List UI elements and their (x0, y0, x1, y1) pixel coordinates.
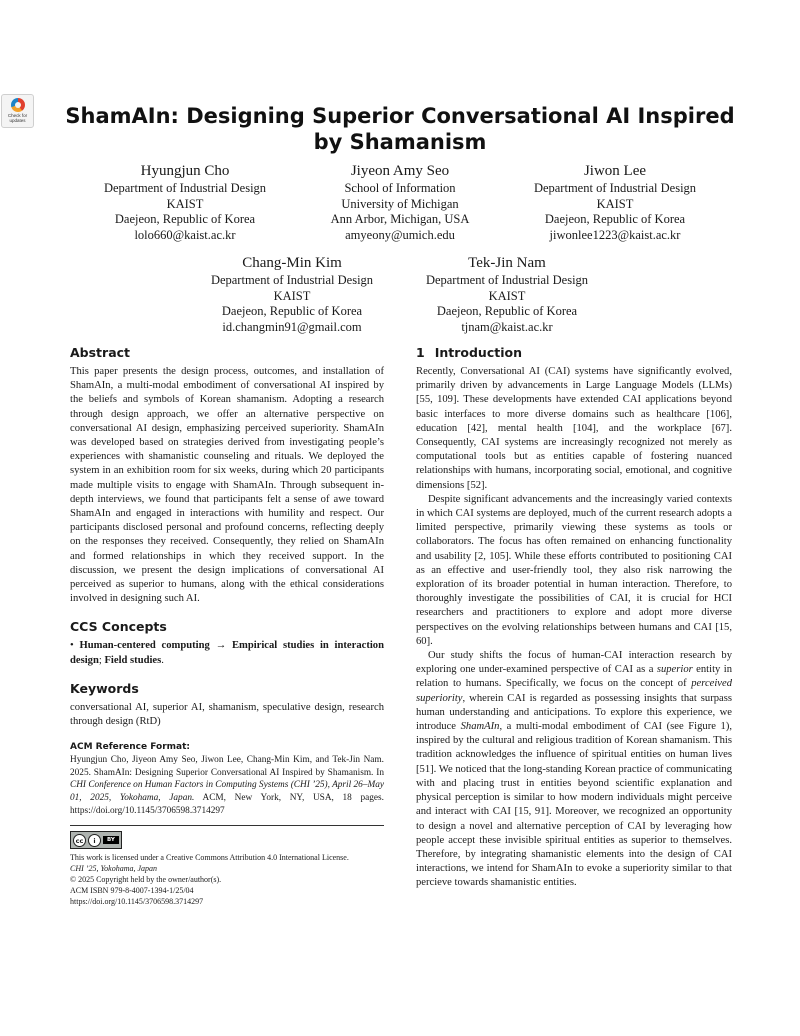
author-institution: KAIST (273, 288, 311, 303)
attribution-icon: i (88, 834, 101, 847)
reference-authors: Hyungjun Cho, Jiyeon Amy Seo, Jiwon Lee, Chang-Min Kim, and Tek-Jin Nam. 2025. ShamAIn: Designing Superior Conversational AI Inspired by Shamanism. In (70, 755, 384, 778)
author-block (387, 254, 627, 335)
author-location: Daejeon, Republic of Korea (221, 304, 363, 318)
ccs-term: Human-centered computing (79, 640, 210, 652)
cc-by-badge[interactable] (70, 831, 122, 849)
ccs-arrow: → (215, 640, 227, 652)
author-affiliation: Department of Industrial Design (533, 181, 697, 195)
abstract-text: This paper presents the design process, outcomes, and installation of ShamAIn, a multi-modal embodiment of conversational AI inspired by the beliefs and symbols of Korean shamanism. Adopting a research through design approach, we offer an alternative perspective on conversational AI design, emphasizing perceived superiority. ShamAIn was developed based on strategies derived from investigating people’s experiences with shamanistic counseling and rituals. We deployed the system in an exhibition room for six weeks, during which 20 participants made multiple visits to engage with ShamAIn. Through subsequent in-depth interviews, we found that participants felt a sense of awe toward ShamAIn and engaged in interactions with humility and respect. Our participants disclosed personal and profound concerns, reflecting deeply on the responses they received. Consequently, they relied on ShamAIn and formed relationships in which they received support. In the discussion, we present the design implications of conversational AI perceived as superior to humans, along with the ethical considerations involved in designing such AI. (70, 366, 384, 605)
conference-line: CHI ’25, Yokohama, Japan (70, 864, 158, 874)
reference-venue: CHI Conference on Human Factors in Computing Systems (CHI ’25), April 26–May 01, 2025, Yokohama, Japan. (70, 780, 384, 804)
keywords-text: conversational AI, superior AI, shamanism, speculative design, research through design (RtD) (70, 701, 384, 728)
intro-paragraph-1: Recently, Conversational AI (CAI) systems have significantly evolved, primarily driven by advancements in Large Language Models (LLMs) [55, 109]. These developments have extended CAI applications beyond basic interfaces to more diverse domains such as healthcare [106], education [42], mental health [104], and the workplace [67]. Consequently, CAI systems are increasingly recognized not merely as computational tools but as entities capable of fostering nuanced relationships with humans, incorporating social, emotional, and cognitive dimensions [52]. (416, 366, 732, 491)
abstract-heading: Abstract (70, 345, 131, 360)
check-for-updates-badge[interactable] (1, 94, 34, 128)
text-run: Our study shifts the focus of human-CAI interaction research by exploring one under-examined perspective of CAI as a (416, 650, 732, 676)
ccs-heading: CCS Concepts (70, 619, 167, 635)
intro-paragraph-2: Despite significant advancements and the increasingly varied contexts in which CAI systems are deployed, much of the current research adopts a limited perspective, primarily viewing these systems as tools or collaborators. The focus has often remained on enhancing functionality and usability [2, 105]. While these efforts contributed to positioning CAI as an effective and user-friendly tool, they also risk narrowing the exploration of its broader potential in human interaction. Therefore, to thoroughly investigate the possibilities of CAI, it is crucial for HCI researchers and practitioners to explore and adopt more diverse perspectives on the evolving relationships between humans and CAI [15, 60]. (416, 493, 732, 647)
cc-icon: cc (73, 834, 86, 847)
text-run: entity in relation to humans. Specifically, we focus on the concept of (416, 664, 732, 690)
license-statement: This work is licensed under a Creative Commons Attribution 4.0 International License. (70, 853, 349, 863)
author-location: Ann Arbor, Michigan, USA (330, 212, 470, 226)
introduction-heading (416, 344, 732, 361)
text-run: , a multi-modal embodiment of CAI (see Figure 1), inspired by the cultural and religious tradition of Korean shamanism. This tradition acknowledges the influence of spiritual entities on human lives [51]. We noticed that the long-standing Korean practice of communicating with and placing trust in entities beyond scientific explanation and physical perception is similar to how modern individuals might perceive and interact with CAI [15, 91]. Moreover, we recognized an opportunity to design a novel and alternative perception of CAI by leveraging how people accept these invisible spiritual entities as superior to themselves. Therefore, by integrating shamanistic elements into the design of CAI interactions, we intend for ShamAIn to evoke a superiority similar to that percieve towards shamanistic entities. (416, 721, 732, 889)
ccs-concepts (70, 639, 384, 667)
author-affiliation: Department of Industrial Design (425, 273, 589, 287)
author-institution: University of Michigan (341, 196, 459, 211)
left-column (70, 344, 384, 907)
copyright-line: © 2025 Copyright held by the owner/author(s). (70, 875, 222, 885)
reference-format-heading: ACM Reference Format: (70, 742, 190, 753)
reference-format-text (70, 754, 384, 817)
author-affiliation: Department of Industrial Design (103, 181, 267, 195)
author-name: Chang-Min Kim (242, 255, 342, 271)
author-email: tjnam@kaist.ac.kr (461, 319, 553, 334)
badge-label-2: updates (9, 118, 26, 123)
author-location: Daejeon, Republic of Korea (436, 304, 578, 318)
crossmark-icon (11, 98, 25, 112)
badge-label-1: Check for (7, 113, 28, 118)
author-location: Daejeon, Republic of Korea (114, 212, 256, 226)
license-block (70, 825, 384, 907)
ccs-bullet: • (70, 640, 74, 652)
right-column (416, 344, 732, 891)
author-block (65, 162, 305, 243)
intro-paragraph-3 (416, 649, 732, 890)
section-title: Introduction (434, 345, 522, 360)
keywords-heading: Keywords (70, 680, 139, 696)
author-block (495, 162, 735, 243)
ccs-term: Field studies (104, 654, 162, 666)
author-name: Hyungjun Cho (140, 163, 230, 179)
doi-link[interactable]: https://doi.org/10.1145/3706598.3714297 (70, 897, 204, 907)
ccs-term: Empirical studies in interaction design (70, 640, 384, 666)
author-name: Tek-Jin Nam (468, 255, 546, 271)
author-email: lolo660@kaist.ac.kr (134, 227, 236, 242)
author-block (172, 254, 412, 335)
paper-title: ShamAIn: Designing Superior Conversational AI Inspired by Shamanism (65, 104, 735, 154)
ccs-separator: ; (98, 654, 105, 666)
author-name: Jiwon Lee (583, 163, 647, 179)
emphasis: perceived superiority (416, 678, 732, 704)
text-run: , wherein CAI is regarded as possessing insights that surpass human understanding and anticipations. To explore this experience, we introduce (416, 692, 732, 733)
ccs-end: . (161, 654, 164, 666)
author-institution: KAIST (166, 196, 204, 211)
emphasis: ShamAIn (460, 721, 500, 733)
author-name: Jiyeon Amy Seo (350, 163, 450, 179)
author-location: Daejeon, Republic of Korea (544, 212, 686, 226)
author-email: id.changmin91@gmail.com (222, 319, 362, 334)
author-institution: KAIST (596, 196, 634, 211)
author-affiliation: Department of Industrial Design (210, 273, 374, 287)
author-block (280, 162, 520, 243)
by-label: BY (103, 836, 119, 844)
license-text (70, 852, 384, 907)
emphasis: superior (656, 664, 693, 676)
author-affiliation: School of Information (344, 181, 456, 195)
section-number: 1 (416, 345, 425, 360)
author-email: jiwonlee1223@kaist.ac.kr (549, 227, 681, 242)
reference-publisher: ACM, New York, NY, USA, 18 pages. https://doi.org/10.1145/3706598.3714297 (70, 793, 384, 816)
isbn-line: ACM ISBN 979-8-4007-1394-1/25/04 (70, 886, 194, 896)
author-email: amyeony@umich.edu (345, 227, 455, 242)
author-institution: KAIST (488, 288, 526, 303)
